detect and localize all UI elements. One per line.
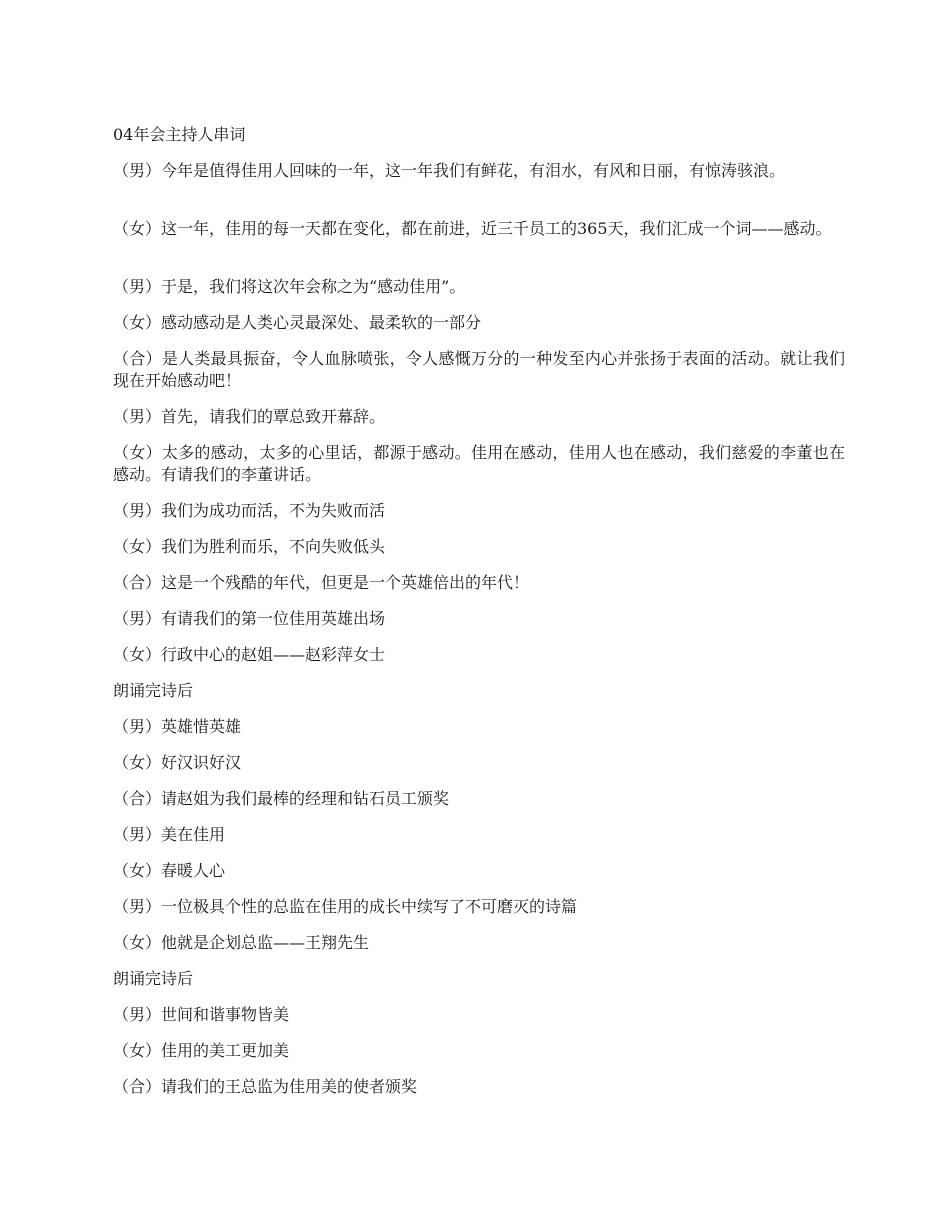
paragraph: （女）佳用的美工更加美 (113, 1041, 290, 1060)
document-title: 04年会主持人串词 (113, 125, 246, 144)
paragraph: （女）这一年，佳用的每一天都在变化，都在前进，近三千员工的365天，我们汇成一个词——感动。 (113, 219, 832, 238)
paragraph: （男）英雄惜英雄 (113, 717, 242, 736)
paragraph: （男）一位极具个性的总监在佳用的成长中续写了不可磨灭的诗篇 (113, 897, 578, 916)
paragraph: （女）春暖人心 (113, 861, 226, 880)
paragraph: （合）请赵姐为我们最棒的经理和钻石员工颁奖 (113, 789, 450, 808)
paragraph: （女）好汉识好汉 (113, 753, 242, 772)
paragraph: （女）他就是企划总监——王翔先生 (113, 933, 370, 952)
paragraph: （男）世间和谐事物皆美 (113, 1005, 290, 1024)
paragraph: （女）感动感动是人类心灵最深处、最柔软的一部分 (113, 313, 482, 332)
paragraph: （男）美在佳用 (113, 825, 226, 844)
paragraph: （合）是人类最具振奋，令人血脉喷张，令人感慨万分的一种发至内心并张扬于表面的活动。就让我们现在开始感动吧！ (113, 349, 845, 390)
document-page (113, 124, 845, 1112)
paragraph: （男）今年是值得佳用人回味的一年，这一年我们有鲜花，有泪水，有风和日丽，有惊涛骇浪。 (113, 161, 786, 180)
paragraph: 朗诵完诗后 (113, 969, 194, 988)
paragraph: （合）这是一个残酷的年代，但更是一个英雄倍出的年代！ (113, 573, 530, 592)
paragraph: （男）有请我们的第一位佳用英雄出场 (113, 609, 386, 628)
paragraph: （女）我们为胜利而乐，不向失败低头 (113, 537, 386, 556)
paragraph: （女）太多的感动，太多的心里话，都源于感动。佳用在感动，佳用人也在感动，我们慈爱的李董也在感动。有请我们的李董讲话。 (113, 443, 845, 484)
paragraph: （男）于是，我们将这次年会称之为“感动佳用”。 (113, 277, 466, 296)
paragraph: （女）行政中心的赵姐——赵彩萍女士 (113, 645, 386, 664)
paragraph: （合）请我们的王总监为佳用美的使者颁奖 (113, 1077, 418, 1096)
paragraph: （男）首先，请我们的覃总致开幕辞。 (113, 407, 386, 426)
paragraph: 朗诵完诗后 (113, 681, 194, 700)
paragraph: （男）我们为成功而活，不为失败而活 (113, 501, 386, 520)
